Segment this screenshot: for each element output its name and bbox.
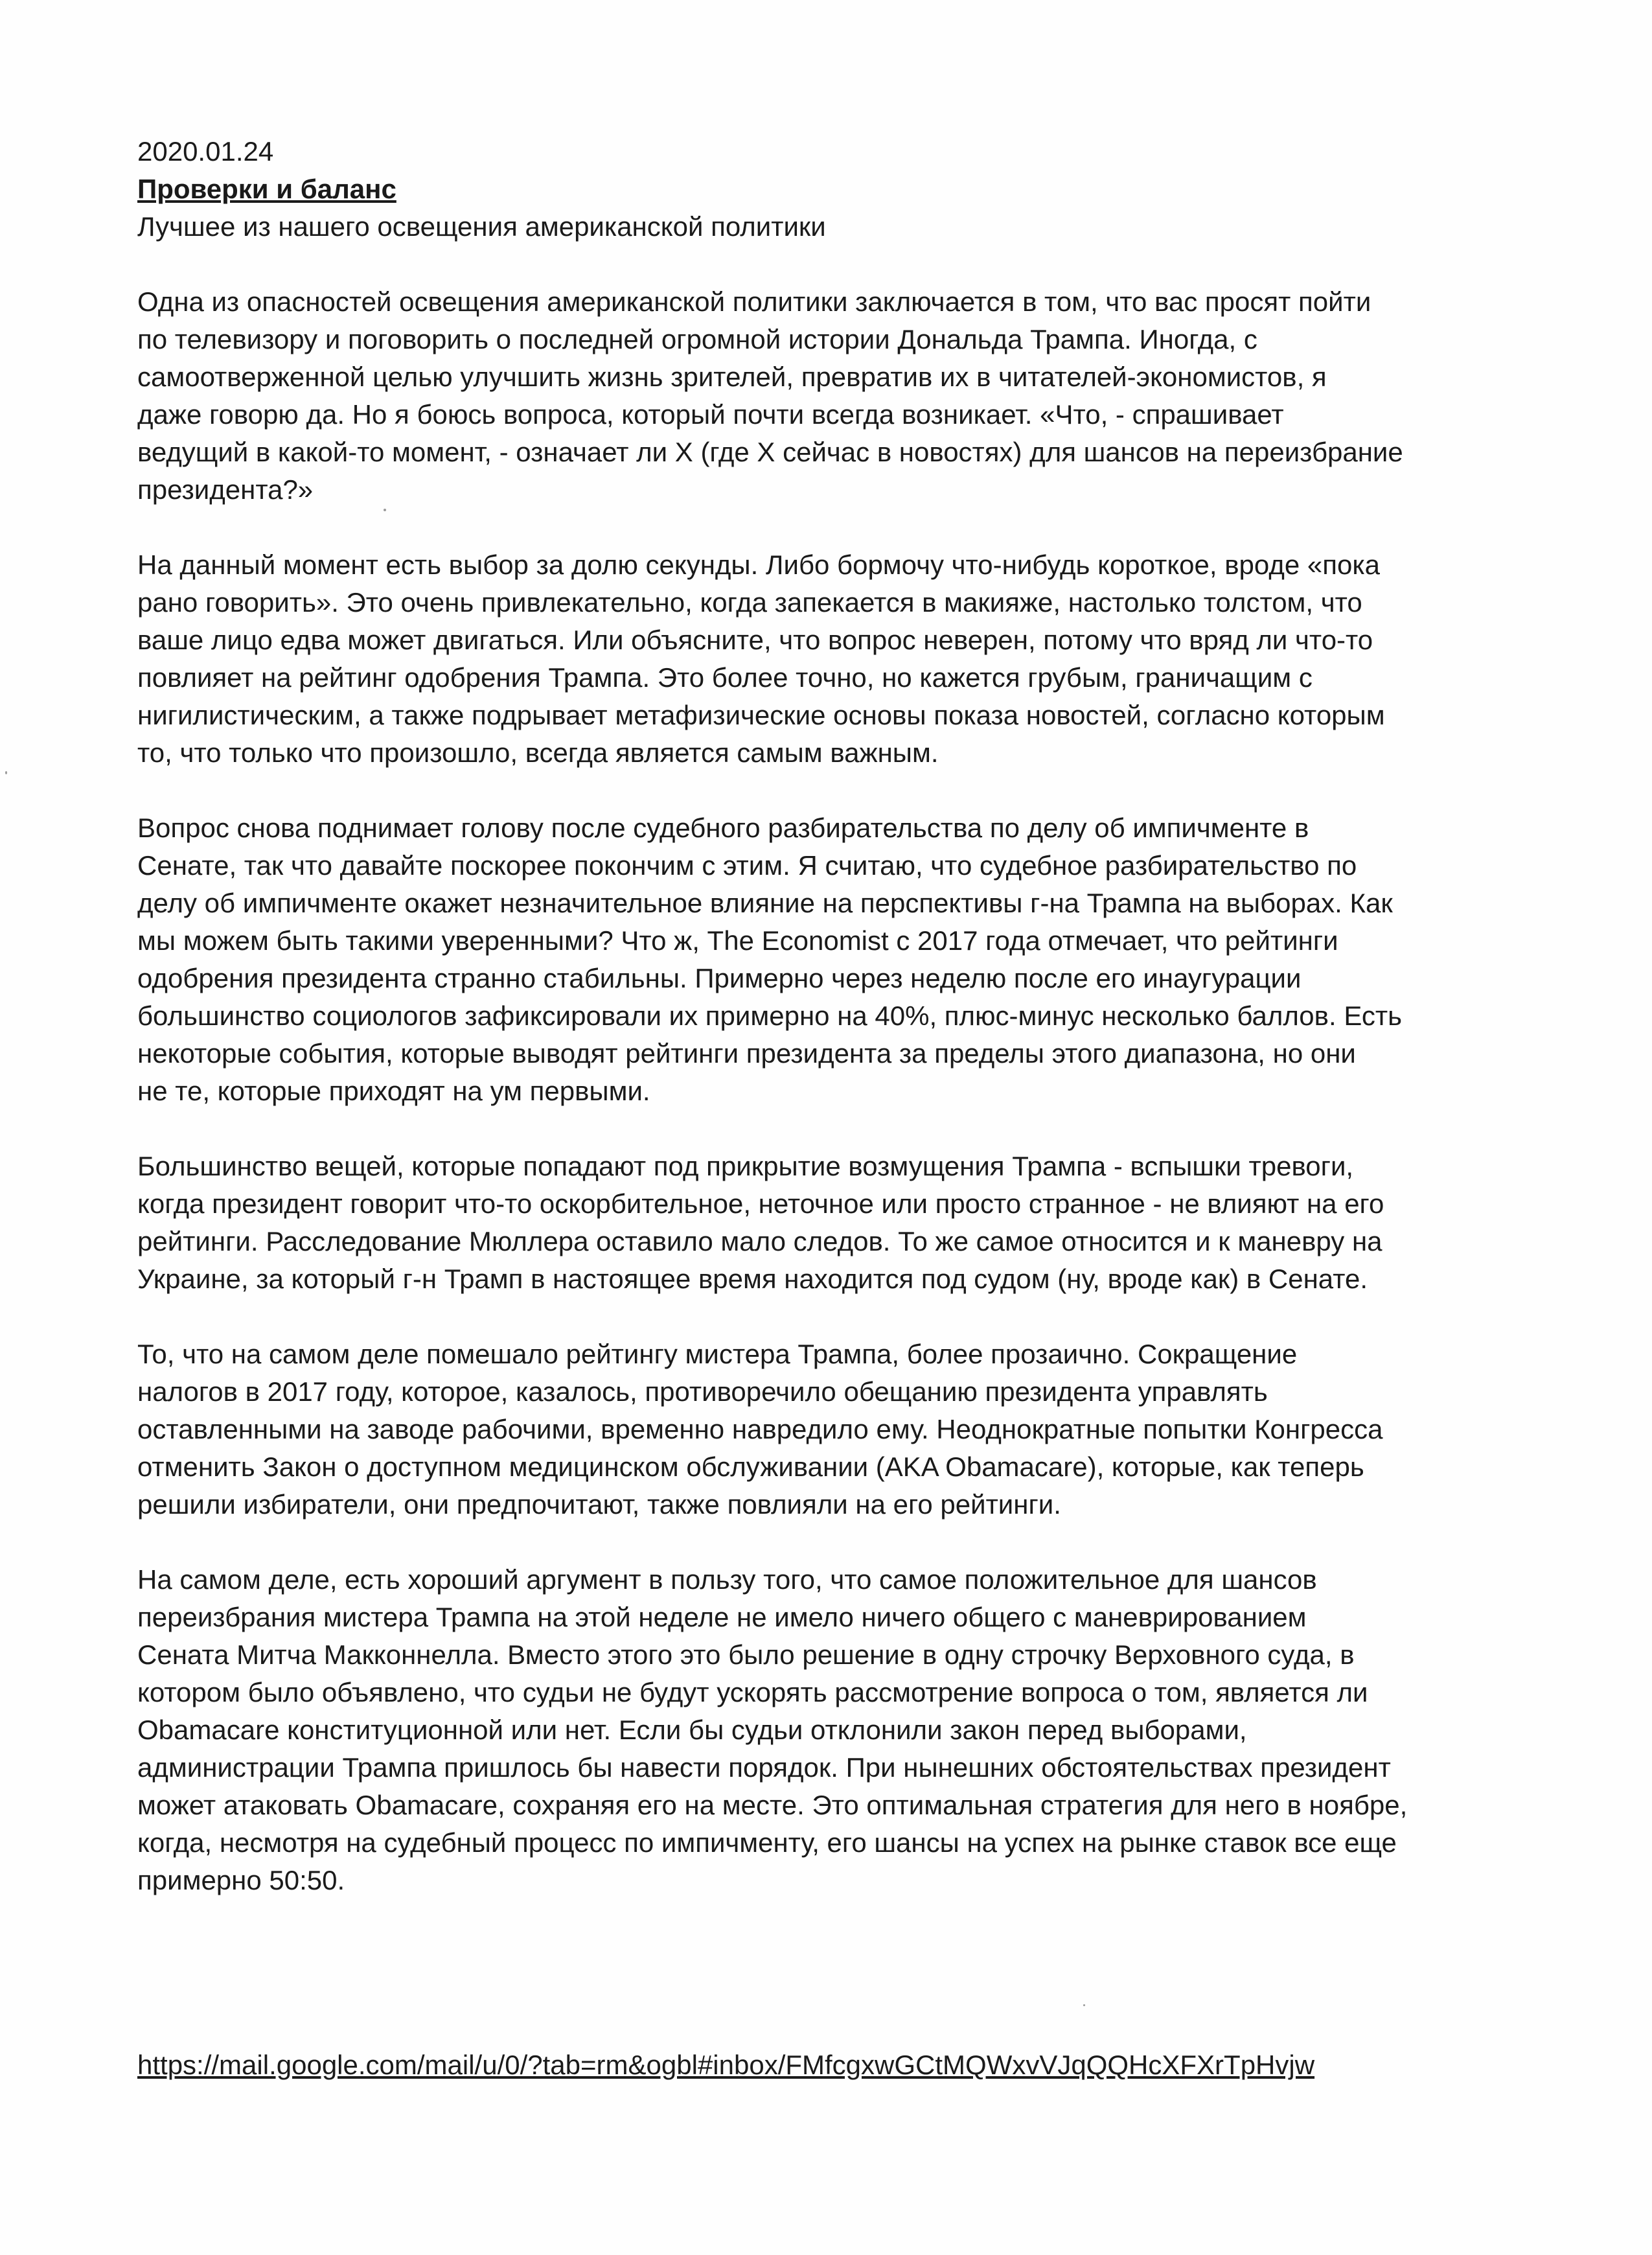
paragraph-line: На данный момент есть выбор за долю секунды. Либо бормочу что-нибудь короткое, вроде «пока xyxy=(137,549,1380,580)
paragraph-line: некоторые события, которые выводят рейтинги президента за пределы этого диапазона, но они xyxy=(137,1038,1356,1069)
paragraph-line: Сенате, так что давайте поскорее покончим с этим. Я считаю, что судебное разбирательство по xyxy=(137,850,1357,881)
paragraph-line: отменить Закон о доступном медицинском обслуживании (AKA Obamacare), которые, как теперь xyxy=(137,1451,1364,1482)
paragraph-line: самоотверженной целью улучшить жизнь зрителей, превратив их в читателей-экономистов, я xyxy=(137,362,1327,392)
paragraph-line: нигилистическим, а также подрывает метафизические основы показа новостей, согласно которым xyxy=(137,700,1385,730)
spacer xyxy=(137,509,1524,546)
paragraph-line: даже говорю да. Но я боюсь вопроса, который почти всегда возникает. «Что, - спрашивает xyxy=(137,399,1284,430)
paragraph-line: рейтинги. Расследование Мюллера оставило мало следов. То же самое относится и к маневру на xyxy=(137,1226,1382,1256)
paragraph-line: делу об импичменте окажет незначительное влияние на перспективы г-на Трампа на выборах. Как xyxy=(137,888,1393,918)
article-body xyxy=(137,283,1524,1899)
paragraph-line: На самом деле, есть хороший аргумент в пользу того, что самое положительное для шансов xyxy=(137,1564,1317,1595)
paragraph-4 xyxy=(137,1148,1524,1298)
paragraph-5 xyxy=(137,1336,1524,1523)
paragraph-6 xyxy=(137,1561,1524,1899)
paragraph-line: примерно 50:50. xyxy=(137,1865,345,1895)
paragraph-line: когда президент говорит что-то оскорбительное, неточное или просто странное - не влияют на его xyxy=(137,1188,1384,1219)
article-title: Проверки и баланс xyxy=(137,174,396,204)
paragraph-line: решили избиратели, они предпочитают, также повлияли на его рейтинги. xyxy=(137,1489,1061,1520)
scan-speck xyxy=(5,771,7,774)
article-date: 2020.01.24 xyxy=(137,136,274,167)
paragraph-line: ваше лицо едва может двигаться. Или объясните, что вопрос неверен, потому что вряд ли что-то xyxy=(137,625,1373,655)
paragraph-line: мы можем быть такими уверенными? Что ж, The Economist с 2017 года отмечает, что рейтинги xyxy=(137,925,1338,956)
paragraph-3 xyxy=(137,809,1524,1110)
paragraph-1 xyxy=(137,283,1524,509)
paragraph-line: То, что на самом деле помешало рейтингу мистера Трампа, более прозаично. Сокращение xyxy=(137,1339,1298,1369)
paragraph-line: администрации Трампа пришлось бы навести порядок. При нынешних обстоятельствах президент xyxy=(137,1752,1391,1783)
paragraph-line: по телевизору и поговорить о последней огромной истории Дональда Трампа. Иногда, с xyxy=(137,324,1257,354)
scan-speck xyxy=(384,509,386,511)
paragraph-line: одобрения президента странно стабильны. Примерно через неделю после его инаугурации xyxy=(137,963,1302,993)
paragraph-line: то, что только что произошло, всегда является самым важным. xyxy=(137,737,939,768)
paragraph-line: Одна из опасностей освещения американской политики заключается в том, что вас просят пойти xyxy=(137,286,1371,317)
paragraph-line: повлияет на рейтинг одобрения Трампа. Это более точно, но кажется грубым, граничащим с xyxy=(137,662,1313,693)
paragraph-line: рано говорить». Это очень привлекательно, когда запекается в макияже, настолько толстом, что xyxy=(137,587,1362,618)
paragraph-line: котором было объявлено, что судьи не будут ускорять рассмотрение вопроса о том, является ли xyxy=(137,1677,1368,1707)
scan-speck xyxy=(1083,2004,1085,2006)
paragraph-line: ведущий в какой-то момент, - означает ли X (где X сейчас в новостях) для шансов на переизбрание xyxy=(137,437,1403,467)
paragraph-line: когда, несмотря на судебный процесс по импичменту, его шансы на успех на рынке ставок все еще xyxy=(137,1827,1397,1858)
spacer xyxy=(137,246,1524,283)
paragraph-line: переизбрания мистера Трампа на этой неделе не имело ничего общего с маневрированием xyxy=(137,1602,1307,1632)
paragraph-line: Obamacare конституционной или нет. Если бы судьи отклонили закон перед выборами, xyxy=(137,1715,1247,1745)
paragraph-line: президента?» xyxy=(137,474,314,505)
paragraph-2 xyxy=(137,546,1524,772)
article-subtitle: Лучшее из нашего освещения американской политики xyxy=(137,211,826,242)
article xyxy=(137,133,1524,1899)
paragraph-line: налогов в 2017 году, которое, казалось, противоречило обещанию президента управлять xyxy=(137,1376,1268,1407)
paragraph-line: большинство социологов зафиксировали их примерно на 40%, плюс-минус несколько баллов. Есть xyxy=(137,1000,1402,1031)
paragraph-line: Вопрос снова поднимает голову после судебного разбирательства по делу об импичменте в xyxy=(137,813,1309,843)
paragraph-line: Большинство вещей, которые попадают под прикрытие возмущения Трампа - вспышки тревоги, xyxy=(137,1151,1354,1181)
paragraph-line: оставленными на заводе рабочими, временно навредило ему. Неоднократные попытки Конгресса xyxy=(137,1414,1383,1444)
source-url-link[interactable]: https://mail.google.com/mail/u/0/?tab=rm&ogbl#inbox/FMfcgxwGCtMQWxvVJqQQHcXFXrTpHvjw xyxy=(137,2050,1315,2080)
paragraph-line: может атаковать Obamacare, сохраняя его на месте. Это оптимальная стратегия для него в ноябре, xyxy=(137,1790,1408,1820)
spacer xyxy=(137,1298,1524,1336)
spacer xyxy=(137,1523,1524,1561)
paragraph-line: Сената Митча Макконнелла. Вместо этого это было решение в одну строчку Верховного суда, в xyxy=(137,1639,1355,1670)
spacer xyxy=(137,772,1524,809)
spacer xyxy=(137,1110,1524,1148)
paragraph-line: Украине, за который г-н Трамп в настоящее время находится под судом (ну, вроде как) в Сенате. xyxy=(137,1264,1368,1294)
paragraph-line: не те, которые приходят на ум первыми. xyxy=(137,1076,650,1106)
